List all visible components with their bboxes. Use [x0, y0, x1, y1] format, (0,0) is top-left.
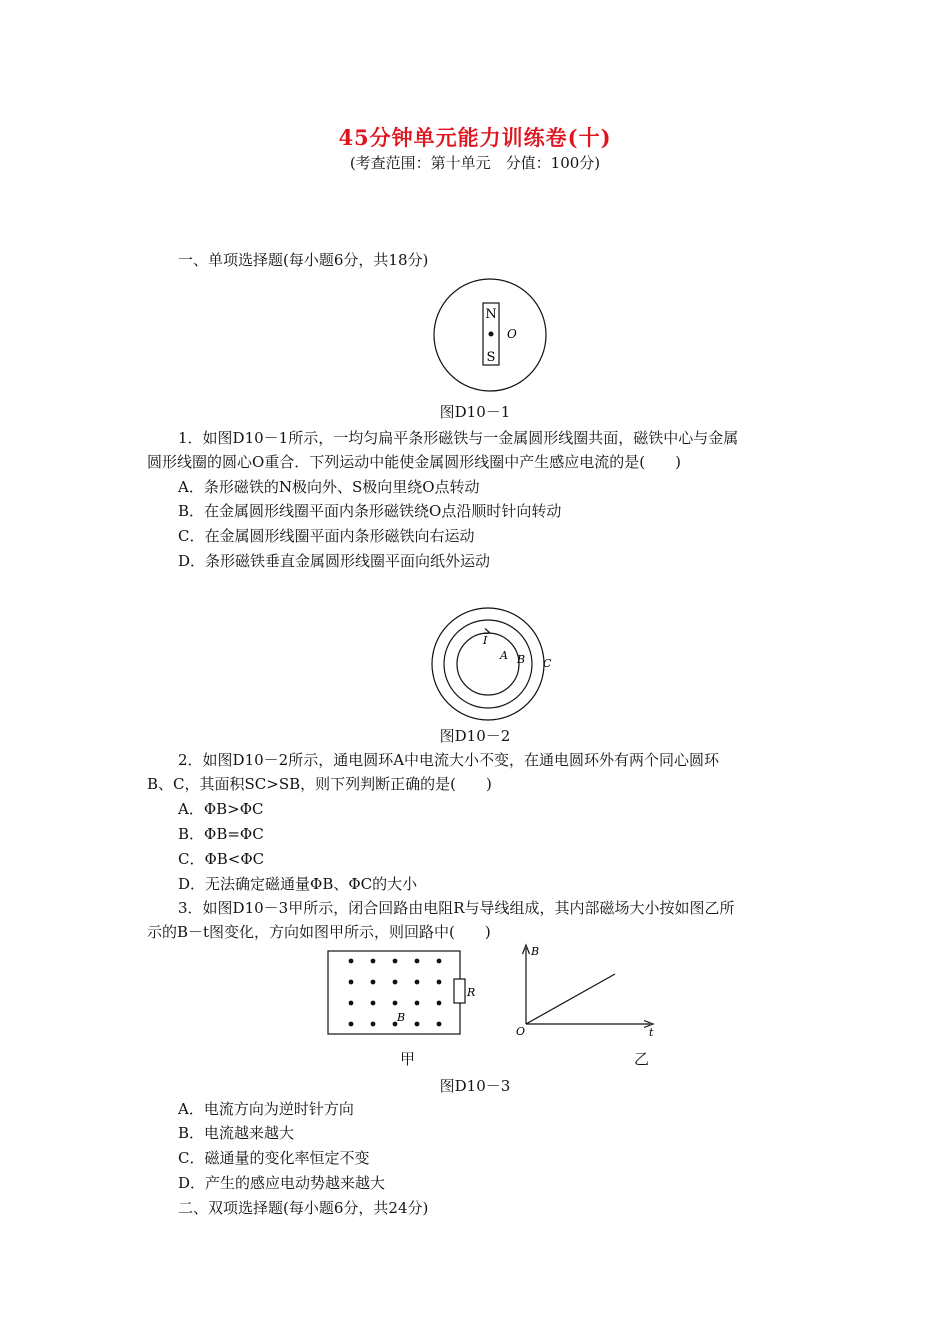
magnetic-field-dots [349, 959, 442, 1027]
question-2-option-a: A．ΦB>ΦC [178, 800, 264, 818]
question-3-option-d: D．产生的感应电动势越来越大 [178, 1174, 386, 1192]
figure-caption-d10-2: 图D10－2 [439, 727, 511, 745]
resistor [454, 979, 465, 1003]
section-heading-double-choice: 二、双项选择题(每小题6分，共24分) [178, 1199, 429, 1217]
question-3-option-a: A．电流方向为逆时针方向 [178, 1100, 354, 1118]
subfigure-label-b: 乙 [634, 1050, 650, 1068]
graph-y-label: B [531, 945, 540, 958]
question-1-text-line-2: 圆形线圈的圆心O重合．下列运动中能使金属圆形线圈中产生感应电流的是( ) [147, 453, 682, 471]
graph-origin-label: O [516, 1025, 526, 1038]
section-heading-single-choice: 一、单项选择题(每小题6分，共18分) [178, 251, 429, 269]
page-subtitle: (考查范围：第十单元 分值：100分) [349, 154, 601, 172]
figure-d10-3-graph [510, 940, 660, 1040]
magnet-s-label: S [486, 350, 496, 365]
question-3-option-c: C．磁通量的变化率恒定不变 [178, 1149, 370, 1167]
question-1-option-b: B．在金属圆形线圈平面内条形磁铁绕O点沿顺时针向转动 [178, 502, 562, 520]
question-2-option-d: D．无法确定磁通量ΦB、ΦC的大小 [178, 875, 418, 893]
figure-d10-2 [428, 604, 558, 724]
circuit-loop [328, 951, 460, 1034]
subfigure-label-a: 甲 [400, 1050, 416, 1068]
center-dot [489, 332, 494, 337]
question-3-option-b: B．电流越来越大 [178, 1124, 295, 1142]
question-2-text-line-1: 2．如图D10－2所示，通电圆环A中电流大小不变，在通电圆环外有两个同心圆环 [178, 751, 720, 769]
question-1-option-c: C．在金属圆形线圈平面内条形磁铁向右运动 [178, 527, 475, 545]
b-t-line [526, 974, 615, 1024]
question-3-text-line-1: 3．如图D10－3甲所示，闭合回路由电阻R与导线组成，其内部磁场大小按如图乙所 [178, 899, 735, 917]
ring-b-label: B [517, 653, 526, 666]
question-1-text-line-1: 1．如图D10－1所示，一均匀扁平条形磁铁与一金属圆形线圈共面，磁铁中心与金属 [178, 429, 739, 447]
current-i-label: I [483, 634, 488, 647]
field-b-label: B [397, 1011, 406, 1024]
magnet-n-label: N [485, 307, 497, 322]
figure-caption-d10-1: 图D10－1 [439, 403, 511, 421]
question-2-option-c: C．ΦB<ΦC [178, 850, 265, 868]
ring-a [457, 633, 519, 695]
figure-d10-1 [430, 276, 550, 396]
graph-x-label: t [649, 1026, 654, 1039]
ring-c [432, 608, 544, 720]
resistor-r-label: R [467, 986, 476, 999]
question-3-text-line-2: 示的B－t图变化，方向如图甲所示，则回路中( ) [147, 923, 491, 941]
ring-c-label: C [543, 657, 552, 670]
question-1-option-a: A．条形磁铁的N极向外、S极向里绕O点转动 [178, 478, 480, 496]
question-1-option-d: D．条形磁铁垂直金属圆形线圈平面向纸外运动 [178, 552, 491, 570]
question-2-text-line-2: B、C，其面积SC>SB，则下列判断正确的是( ) [147, 775, 492, 793]
center-o-label: O [507, 327, 517, 341]
page-title: 45分钟单元能力训练卷(十) [338, 125, 612, 150]
ring-a-label: A [500, 649, 508, 662]
figure-d10-3-circuit [320, 945, 480, 1040]
question-2-option-b: B．ΦB=ΦC [178, 825, 264, 843]
figure-caption-d10-3: 图D10－3 [439, 1077, 511, 1095]
